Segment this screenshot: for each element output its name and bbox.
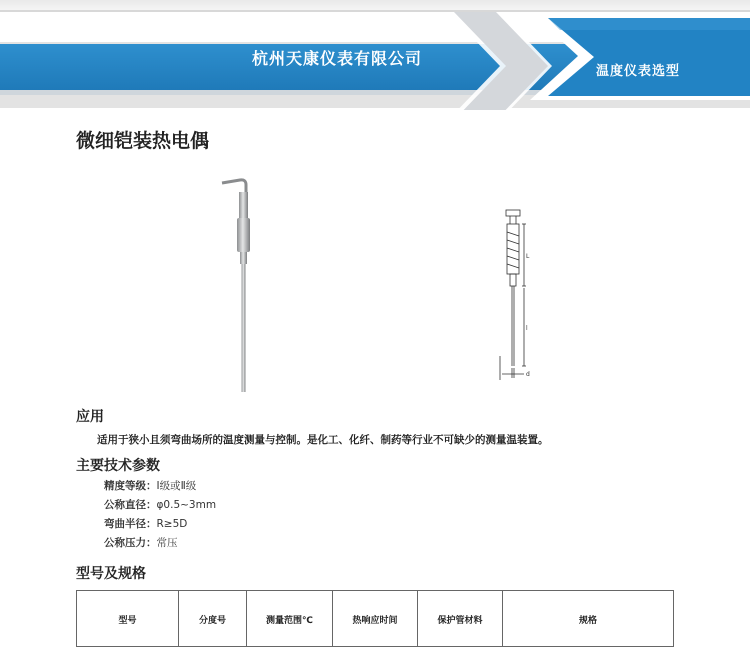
spec-heading: 型号及规格	[76, 566, 146, 582]
drawing-label-d: d	[526, 371, 530, 378]
param-row-bend-radius	[104, 516, 187, 531]
spec-table	[76, 590, 674, 647]
param-row-pressure	[104, 535, 178, 550]
param-value: 常压	[156, 537, 178, 549]
column-header-model: 型号	[77, 591, 179, 647]
section-name: 温度仪表选型	[596, 64, 681, 79]
param-row-diameter	[104, 497, 216, 512]
column-header-sheath-material: 保护管材料	[418, 591, 503, 647]
product-title: 微细铠装热电偶	[76, 130, 210, 152]
column-header-response-time: 热响应时间	[333, 591, 418, 647]
param-label: 公称直径：	[104, 499, 157, 511]
column-header-specification: 规格	[503, 591, 674, 647]
application-heading: 应用	[76, 409, 104, 425]
param-label: 公称压力：	[104, 537, 157, 549]
drawing-label-upper: L	[526, 253, 530, 260]
company-name: 杭州天康仪表有限公司	[252, 49, 423, 68]
technical-drawing	[494, 206, 542, 384]
param-label: 精度等级：	[104, 480, 157, 492]
param-row-accuracy	[104, 478, 196, 493]
param-value: R≥5D	[156, 518, 188, 530]
param-label: 弯曲半径：	[104, 518, 157, 530]
column-header-range: 测量范围℃	[247, 591, 333, 647]
tech-params-heading: 主要技术参数	[76, 458, 160, 474]
param-value: Ⅰ级或Ⅱ级	[156, 480, 197, 492]
column-header-graduation: 分度号	[179, 591, 247, 647]
application-text: 适用于狭小且须弯曲场所的温度测量与控制。是化工、化纤、制药等行业不可缺少的测量温装置。	[97, 434, 549, 446]
table-header-row	[77, 591, 674, 647]
param-value: φ0.5~3mm	[156, 499, 217, 511]
drawing-label-lower: l	[526, 325, 528, 332]
product-photo	[212, 176, 262, 396]
